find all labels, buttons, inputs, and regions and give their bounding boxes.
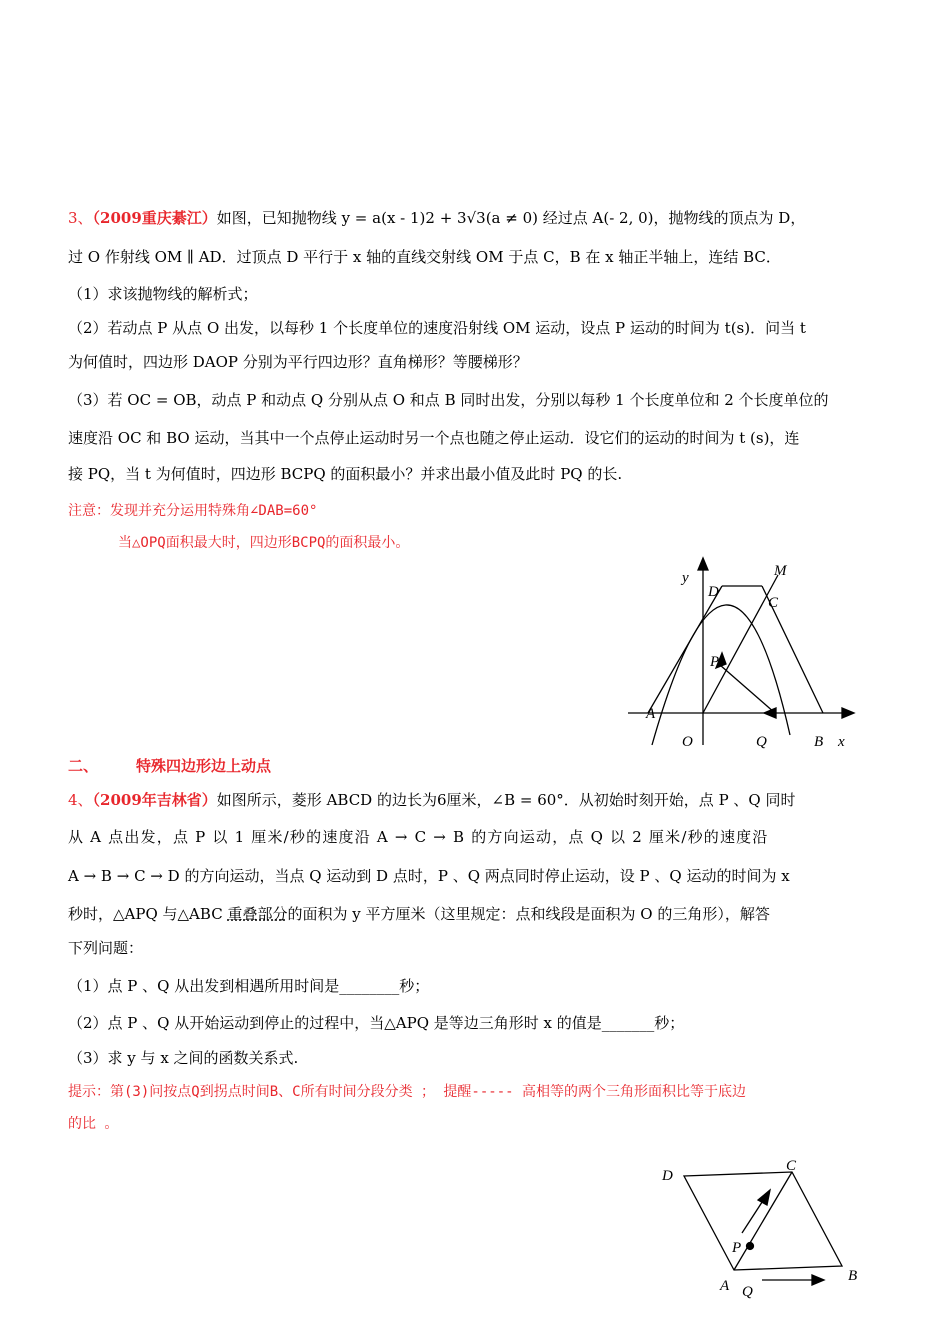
label-x: x	[838, 734, 845, 750]
label-C: C	[786, 1158, 797, 1174]
p4-source: （2009年吉林省）	[92, 791, 217, 809]
label-D: D	[708, 584, 719, 600]
p4-text-4-emphasis: 重叠部分	[227, 905, 288, 923]
p3-line-4: （2）若动点 P 从点 O 出发，以每秒 1 个长度单位的速度沿射线 OM 运动，设点 P 运动的时间为 t(s)．问当 t	[68, 319, 806, 337]
label-A: A	[720, 1278, 730, 1294]
label-B: B	[814, 734, 824, 750]
section-title: 特殊四边形边上动点	[136, 757, 272, 775]
p4-question-2: （2）点 P 、Q 从开始运动到停止的过程中，当△APQ 是等边三角形时 x 的值是_______秒；	[68, 1014, 685, 1032]
p3-line-8: 接 PQ，当 t 为何值时，四边形 BCPQ 的面积最小？并求出最小值及此时 PQ 的长.	[68, 465, 623, 483]
p4-number: 4、	[68, 791, 93, 809]
p3-line-6: （3）若 OC = OB，动点 P 和动点 Q 分别从点 O 和点 B 同时出发，分别以每秒 1 个长度单位和 2 个长度单位的	[68, 391, 829, 409]
p4-hint-2: 的比 。	[68, 1116, 119, 1132]
p4-text-1: 如图所示，菱形 ABCD 的边长为6厘米，∠B = 60°．从初始时刻开始，点 P 、Q 同时	[216, 791, 796, 809]
p3-line-3: （1）求该抛物线的解析式；	[68, 285, 258, 303]
p3-number: 3、	[68, 209, 93, 227]
p3-note-1: 注意：发现并充分运用特殊角∠DAB=60°	[68, 503, 318, 519]
p4-text-4a: 秒时，△APQ 与△ABC	[68, 905, 228, 923]
p3-text-1: 如图，已知抛物线 y = a(x - 1)2 + 3√3(a ≠ 0) 经过点 A(- 2, 0)，抛物线的顶点为 D，	[216, 209, 806, 227]
p3-line-5: 为何值时，四边形 DAOP 分别为平行四边形？直角梯形？等腰梯形？	[68, 353, 528, 371]
arrow-AC-head	[758, 1190, 770, 1205]
p4-text-4b: 的面积为 y 平方厘米（这里规定：点和线段是面积为 O 的三角形），解答	[287, 905, 770, 923]
p4-line-2: 从 A 点出发，点 P 以 1 厘米/秒的速度沿 A → C → B 的方向运动，点 Q 以 2 厘米/秒的速度沿	[68, 828, 769, 846]
label-D: D	[662, 1168, 673, 1184]
p4-line-5: 下列问题：	[68, 939, 144, 957]
p3-line-2: 过 O 作射线 OM ∥ AD．过顶点 D 平行于 x 轴的直线交射线 OM 于点 C，B 在 x 轴正半轴上，连结 BC．	[68, 248, 781, 266]
label-M: M	[774, 563, 787, 579]
diagonal-AC	[734, 1172, 792, 1270]
label-C: C	[768, 595, 779, 611]
label-Q: Q	[742, 1284, 753, 1300]
label-y: y	[682, 570, 689, 586]
label-B: B	[848, 1268, 858, 1284]
p3-source: （2009重庆綦江）	[92, 209, 217, 227]
p3-line-7: 速度沿 OC 和 BO 运动，当其中一个点停止运动时另一个点也随之停止运动．设它们的运动的时间为 t (s)，连	[68, 429, 800, 447]
label-A: A	[646, 706, 656, 722]
arrow-AB-head	[812, 1275, 824, 1285]
label-P: P	[710, 654, 720, 670]
p4-question-3: （3）求 y 与 x 之间的函数关系式.	[68, 1049, 299, 1067]
p3-note-2: 当△OPQ面积最大时，四边形BCPQ的面积最小。	[118, 535, 410, 551]
label-Q: Q	[756, 734, 767, 750]
p4-question-1: （1）点 P 、Q 从出发到相遇所用时间是________秒；	[68, 977, 430, 995]
label-O: O	[682, 734, 693, 750]
p4-hint-1: 提示：第(3)问按点Q到拐点时间B、C所有时间分段分类 ； 提醒----- 高相等的两个三角形面积比等于底边	[68, 1084, 746, 1100]
point-P	[747, 1243, 754, 1250]
section-number: 二、	[68, 757, 99, 775]
p4-line-3: A → B → C → D 的方向运动，当点 Q 运动到 D 点时，P 、Q 两点同时停止运动，设 P 、Q 运动的时间为 x	[68, 867, 790, 885]
label-P: P	[732, 1240, 742, 1256]
